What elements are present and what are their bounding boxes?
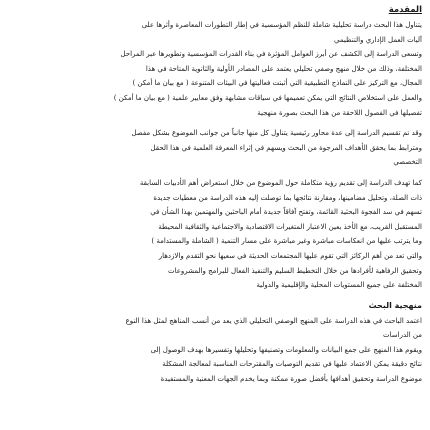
text-line: ويقوم هذا المنهج على جمع البيانات والمعلومات وتصنيفها وتحليلها وتفسيرها بهدف الوصول إلى — [150, 345, 422, 354]
text-line: ومترابط بما يحقق الأهداف المرجوة من البحث ويسهم في إثراء المعرفة العلمية في هذا الحقل — [150, 143, 422, 152]
text-line: وتسعى الدراسة إلى الكشف عن أبرز العوامل المؤثرة في بناء القدرات المؤسسية وتطويرها عبر المراحل — [120, 50, 422, 59]
text-line: من الدراسات — [383, 331, 422, 340]
text-line: تفصيلها في الفصول اللاحقة من هذا البحث بصورة منهجية — [257, 108, 422, 117]
text-line: يتناول هذا البحث دراسة تحليلية شاملة للنظم المؤسسية في إطار التطورات المعاصرة وأثرها على — [141, 21, 422, 29]
paragraph-intro — [6, 18, 422, 120]
text-line: اعتمد الباحث في هذه الدراسة على المنهج الوصفي التحليلي الذي يعد من أنسب المناهج لمثل هذا النوع — [125, 316, 422, 325]
text-line: نتائج دقيقة يمكن الاعتماد عليها في تقديم التوصيات والمقترحات المناسبة لمعالجة المشكلة — [162, 360, 422, 369]
text-line: كما تهدف الدراسة إلى تقديم رؤية متكاملة حول الموضوع من خلال استعراض أهم الأدبيات السابقة — [139, 178, 422, 187]
text-line: ذات الصلة، وتحليل مضامينها، ومقارنة نتائجها بما توصلت إليه هذه الدراسة من معطيات جديدة — [153, 193, 422, 202]
text-line: التخصصي — [393, 158, 422, 167]
text-line: المستقبل القريب، مع الأخذ بعين الاعتبار المتغيرات الاقتصادية والاجتماعية والثقافية المحيطة — [158, 222, 422, 231]
text-line: وما يترتب عليها من انعكاسات مباشرة وغير مباشرة على مسار التنمية ( الشاملة والمستدامة ) — [151, 237, 422, 246]
text-line: وتحقيق الرفاهية لأفرادها من خلال التخطيط السليم والتنفيذ الفعال للبرامج والمشروعات — [168, 266, 422, 275]
text-line: تسهم في سد الفجوة البحثية القائمة، وتفتح آفاقاً جديدة أمام الباحثين والمهتمين بهذا الشأن في — [150, 208, 422, 217]
paragraph-methodology — [6, 314, 422, 387]
paragraph-objectives — [6, 176, 422, 293]
text-line: المختلفة على جميع المستويات المحلية والإقليمية والدولية — [256, 281, 422, 290]
text-line: آليات العمل الإداري والتنظيمي — [334, 35, 422, 44]
section-title-methodology: منهجية البحث — [368, 300, 422, 310]
text-line: المختلفة، وذلك من خلال منهج وصفي تحليلي يعتمد على المصادر الأولية والثانوية المتاحة في هذا — [145, 64, 422, 73]
paragraph-structure — [6, 126, 422, 170]
text-line: والعمل على استخلاص النتائج التي يمكن تعميمها في سياقات مشابهة وفق معايير علمية ( مع بيان ما أمكن ) — [113, 93, 422, 102]
text-line: والتي تعد من أهم الركائز التي تقوم عليها المجتمعات الحديثة في سعيها نحو التقدم والازدهار — [158, 251, 422, 260]
text-line: موضوع الدراسة وتحقيق أهدافها بأفضل صورة ممكنة وبما يخدم الجهات المعنية والمستفيدة — [160, 375, 422, 384]
section-heading: المقدمة — [388, 5, 422, 15]
text-line: المجال، مع التركيز على النماذج التطبيقية التي أثبتت فعاليتها في البيئات المتنوعة ( مع بيان ما أمكن ) — [132, 79, 422, 88]
text-line: وقد تم تقسيم الدراسة إلى عدة محاور رئيسية يتناول كل منها جانباً من جوانب الموضوع بشكل مفصل — [131, 129, 422, 138]
